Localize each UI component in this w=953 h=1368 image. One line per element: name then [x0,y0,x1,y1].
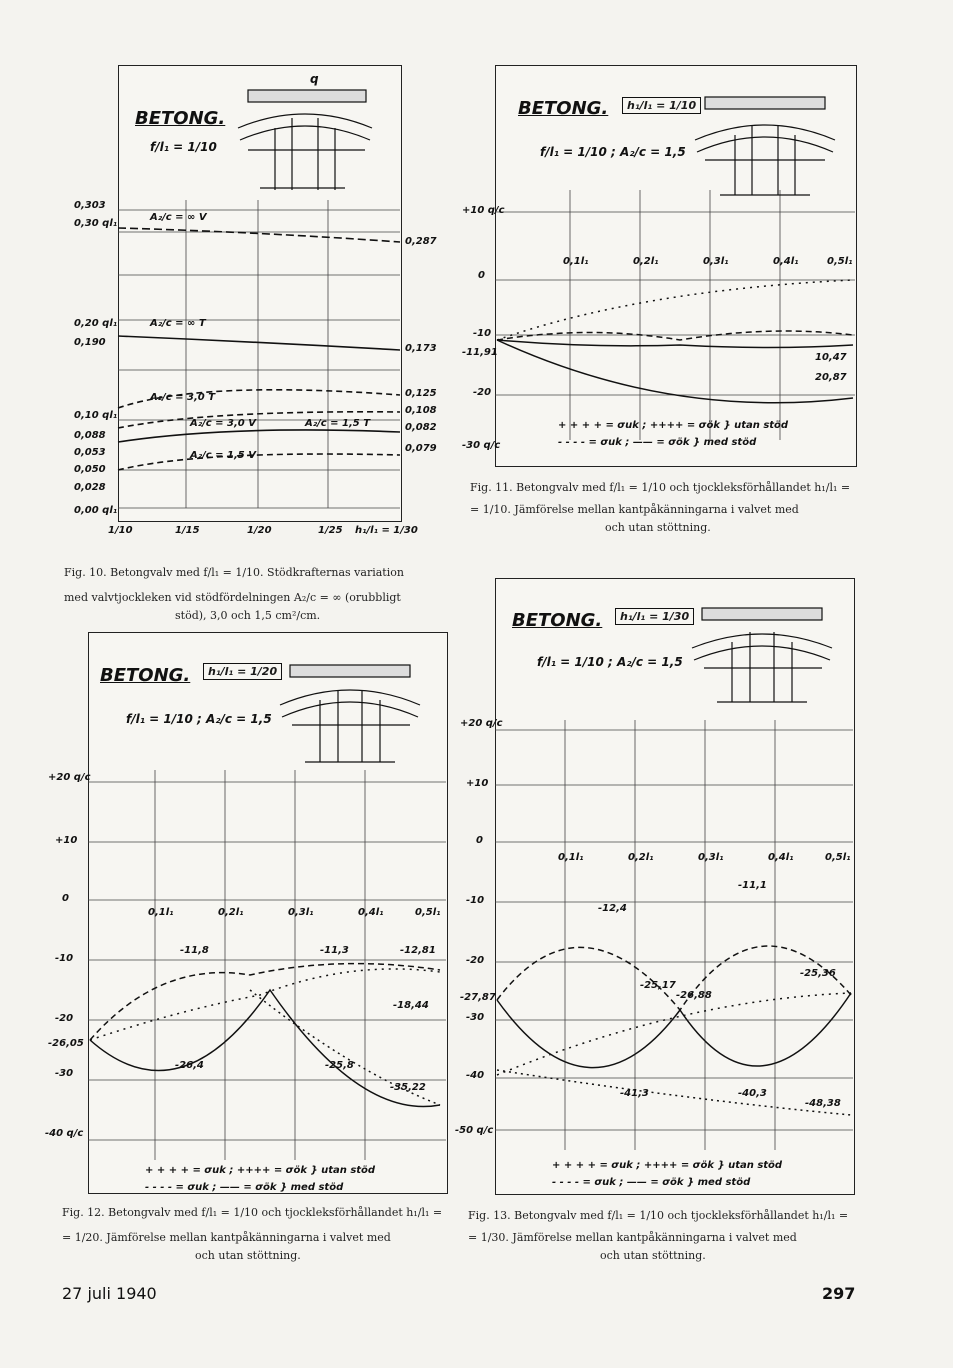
fig12-params: f/l₁ = 1/10 ; A₂/c = 1,5 [126,712,272,726]
fig12-y-0: +20 q/c [48,772,91,783]
fig12-y-7: -40 q/c [45,1128,84,1139]
fig11-x-3: 0,4l₁ [773,256,799,267]
fig10-left-0: 0,303 [74,200,106,211]
fig11-legend-med: - - - - = σuk ; —— = σök } med stöd [558,437,757,448]
fig10-x-4: h₁/l₁ = 1/30 [355,525,418,536]
fig10-caption-2: med valvtjockleken vid stödfördelningen A₂/c = ∞ (orubbligt [64,591,401,604]
fig12-val-3: -18,44 [393,1000,429,1011]
fig12-x-3: 0,4l₁ [358,907,384,918]
fig11-ratio-box: h₁/l₁ = 1/10 [622,97,701,114]
fig11-title: BETONG. [518,98,609,119]
fig13-y-6: -30 [466,1012,485,1023]
fig11-caption-1: Fig. 11. Betongvalv med f/l₁ = 1/10 och tjockleksförhållandet h₁/l₁ = [470,481,851,494]
fig10-x-1: 1/15 [175,525,200,536]
fig11-y-0: +10 q/c [462,205,505,216]
fig11-y-4: -20 [473,387,492,398]
fig13-y-7: -40 [466,1070,485,1081]
fig10-left-1: 0,30 ql₁ [74,218,118,229]
fig10-left-3: 0,190 [74,337,106,348]
fig13-val-5: -41,3 [620,1088,649,1099]
fig13-x-4: 0,5l₁ [825,852,851,863]
fig12-legend-med: - - - - = σuk ; —— = σök } med stöd [145,1182,344,1193]
fig10-ratio: f/l₁ = 1/10 [150,140,217,154]
fig13-y-0: +20 q/c [460,718,503,729]
fig12-y-1: +10 [55,835,78,846]
fig10-x-2: 1/20 [247,525,272,536]
fig13-caption-1: Fig. 13. Betongvalv med f/l₁ = 1/10 och tjockleksförhållandet h₁/l₁ = [468,1209,849,1222]
fig11-val-1: 20,87 [815,372,847,383]
fig10-right-3: 0,108 [405,405,437,416]
fig12-val-4: -26,4 [175,1060,204,1071]
fig10-curve-2: A₂/c = 3,0 T [150,392,216,403]
fig10-right-0: 0,287 [405,236,437,247]
fig12-title: BETONG. [100,665,191,686]
fig12-ratio-box: h₁/l₁ = 1/20 [203,663,282,680]
fig10-right-4: 0,082 [405,422,437,433]
fig13-y-5: -27,87 [460,992,496,1003]
fig13-caption-2: = 1/30. Jämförelse mellan kantpåkänningarna i valvet med [468,1231,797,1244]
fig12-val-5: -25,8 [325,1060,354,1071]
fig10-title: BETONG. [135,108,226,129]
fig11-x-1: 0,2l₁ [633,256,659,267]
fig11-y-1: 0 [478,270,485,281]
fig12-y-6: -30 [55,1068,74,1079]
fig11-y-3: -11,91 [462,347,498,358]
fig12-y-2: 0 [62,893,69,904]
fig12-x-4: 0,5l₁ [415,907,441,918]
fig10-x-0: 1/10 [108,525,133,536]
fig11-x-2: 0,3l₁ [703,256,729,267]
fig10-right-1: 0,173 [405,343,437,354]
fig13-legend-med: - - - - = σuk ; —— = σök } med stöd [552,1177,751,1188]
fig13-ratio-box: h₁/l₁ = 1/30 [615,608,694,625]
fig12-y-5: -26,05 [48,1038,84,1049]
fig13-y-1: +10 [466,778,489,789]
fig10-caption-3: stöd), 3,0 och 1,5 cm²/cm. [175,609,321,622]
fig12-val-0: -11,8 [180,945,209,956]
fig13-x-3: 0,4l₁ [768,852,794,863]
fig10-left-2: 0,20 ql₁ [74,318,118,329]
fig10-load: q [310,72,319,86]
fig10-curve-3: A₂/c = 3,0 V [190,418,256,429]
fig13-val-7: -48,38 [805,1098,841,1109]
footer-date: 27 juli 1940 [62,1284,157,1303]
fig10-left-8: 0,028 [74,482,106,493]
fig13-val-2: -25,17 [640,980,676,991]
fig13-x-0: 0,1l₁ [558,852,584,863]
fig12-x-1: 0,2l₁ [218,907,244,918]
fig10-left-9: 0,00 ql₁ [74,505,118,516]
fig11-x-4: 0,5l₁ [827,256,853,267]
fig10-curve-5: A₂/c = 1,5 T [305,418,371,429]
fig11-legend-utan: + + + + = σuk ; ++++ = σök } utan stöd [558,420,789,431]
fig13-x-1: 0,2l₁ [628,852,654,863]
fig12-val-1: -11,3 [320,945,349,956]
fig10-right-5: 0,079 [405,443,437,454]
fig12-caption-2: = 1/20. Jämförelse mellan kantpåkänningarna i valvet med [62,1231,391,1244]
fig13-val-1: -12,4 [598,903,627,914]
fig10-left-6: 0,053 [74,447,106,458]
fig11-params: f/l₁ = 1/10 ; A₂/c = 1,5 [540,145,686,159]
fig11-caption-3: och utan stöttning. [605,521,711,534]
footer-page-number: 297 [822,1284,856,1303]
fig13-y-8: -50 q/c [455,1125,494,1136]
fig10-x-3: 1/25 [318,525,343,536]
fig13-y-3: -10 [466,895,485,906]
fig13-x-2: 0,3l₁ [698,852,724,863]
fig12-x-0: 0,1l₁ [148,907,174,918]
fig13-val-4: -25,36 [800,968,836,979]
fig10-right-2: 0,125 [405,388,437,399]
fig12-y-4: -20 [55,1013,74,1024]
fig12-caption-3: och utan stöttning. [195,1249,301,1262]
fig13-params: f/l₁ = 1/10 ; A₂/c = 1,5 [537,655,683,669]
fig12-val-6: -35,22 [390,1082,426,1093]
fig12-x-2: 0,3l₁ [288,907,314,918]
fig13-legend-utan: + + + + = σuk ; ++++ = σök } utan stöd [552,1160,783,1171]
fig13-val-6: -40,3 [738,1088,767,1099]
fig13-val-3: -26,88 [676,990,712,1001]
fig11-y-2: -10 [473,328,492,339]
fig10-curve-1: A₂/c = ∞ T [150,318,206,329]
fig11-caption-2: = 1/10. Jämförelse mellan kantpåkänningarna i valvet med [470,503,799,516]
fig12-val-2: -12,81 [400,945,436,956]
fig11-x-0: 0,1l₁ [563,256,589,267]
fig12-legend-utan: + + + + = σuk ; ++++ = σök } utan stöd [145,1165,376,1176]
fig11-val-0: 10,47 [815,352,847,363]
fig13-y-4: -20 [466,955,485,966]
fig12-y-3: -10 [55,953,74,964]
fig10-curve-4: A₂/c = 1,5 V [190,450,256,461]
fig12-caption-1: Fig. 12. Betongvalv med f/l₁ = 1/10 och tjockleksförhållandet h₁/l₁ = [62,1206,443,1219]
fig13-title: BETONG. [512,610,603,631]
fig13-y-2: 0 [476,835,483,846]
fig13-val-0: -11,1 [738,880,767,891]
fig10-left-7: 0,050 [74,464,106,475]
fig10-left-4: 0,10 ql₁ [74,410,118,421]
fig11-y-5: -30 q/c [462,440,501,451]
fig10-curve-0: A₂/c = ∞ V [150,212,207,223]
fig10-caption-1: Fig. 10. Betongvalv med f/l₁ = 1/10. Stödkrafternas variation [64,566,404,579]
fig13-caption-3: och utan stöttning. [600,1249,706,1262]
fig10-left-5: 0,088 [74,430,106,441]
